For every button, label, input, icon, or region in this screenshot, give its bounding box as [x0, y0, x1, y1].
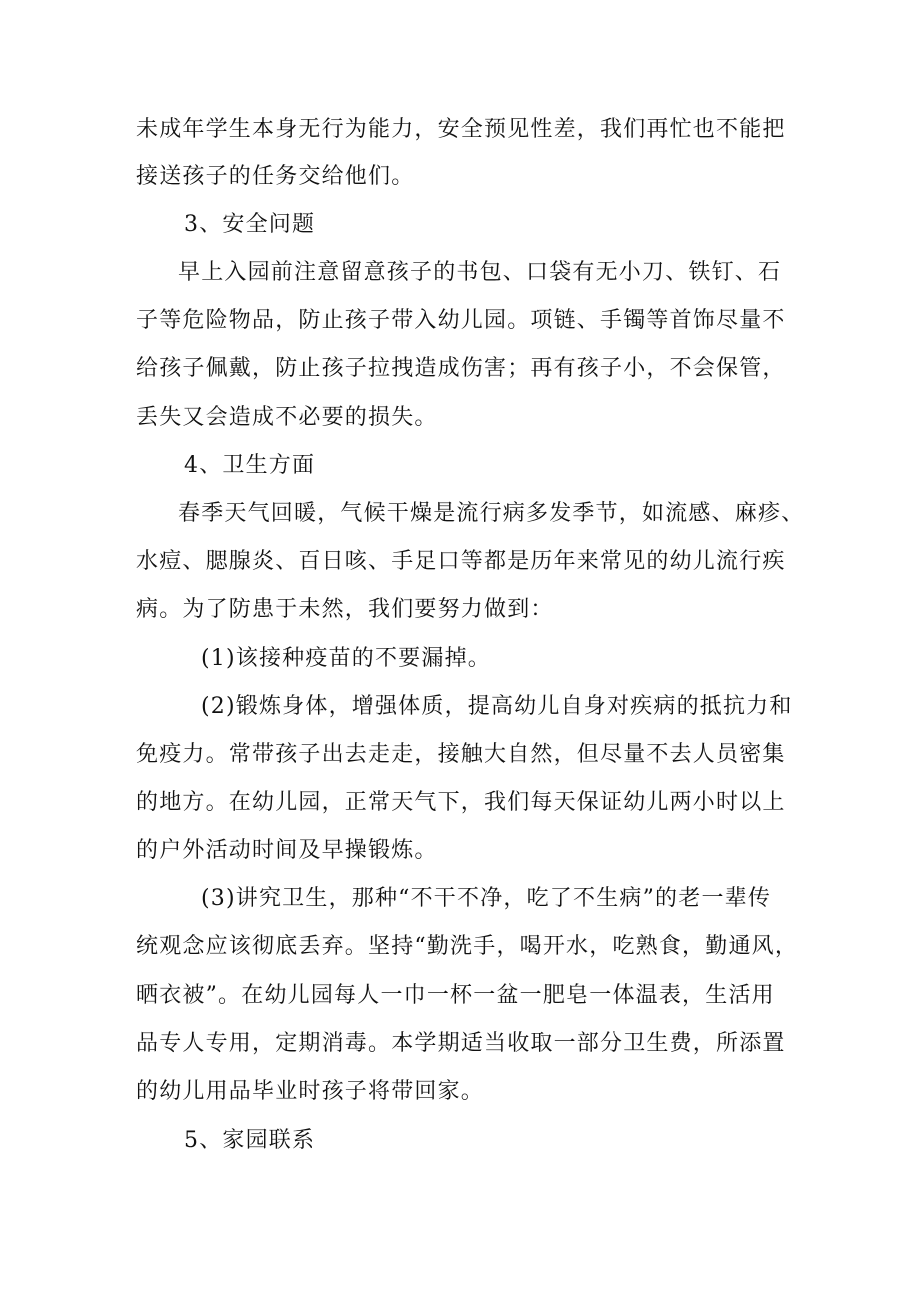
paragraph-line: 春季天气回暖，气候干燥是流行病多发季节，如流感、麻疹、 [178, 501, 805, 526]
section-heading: 4、卫生方面 [184, 453, 316, 478]
paragraph-line: 子等危险物品，防止孩子带入幼儿园。项链、手镯等首饰尽量不 [136, 308, 786, 333]
paragraph-line: 的户外活动时间及早操锻炼。 [136, 838, 438, 863]
section-heading: 3、安全问题 [184, 212, 316, 237]
paragraph-line: 接送孩子的任务交给他们。 [136, 164, 415, 189]
paragraph-line: 水痘、腮腺炎、百日咳、手足口等都是历年来常见的幼儿流行疾 [136, 549, 786, 574]
paragraph-line: 免疫力。常带孩子出去走走，接触大自然，但尽量不去人员密集 [136, 742, 786, 767]
paragraph-line: 的地方。在幼儿园，正常天气下，我们每天保证幼儿两小时以上 [136, 790, 786, 815]
paragraph-line: 晒衣被”。在幼儿园每人一巾一杯一盆一肥皂一体温表，生活用 [136, 983, 775, 1008]
paragraph-line: 未成年学生本身无行为能力，安全预见性差，我们再忙也不能把 [136, 117, 786, 142]
list-item: (2)锻炼身体，增强体质，提高幼儿自身对疾病的抵抗力和 [201, 694, 793, 719]
paragraph-line: 给孩子佩戴，防止孩子拉拽造成伤害；再有孩子小，不会保管， [136, 356, 786, 381]
list-item: (1)该接种疫苗的不要漏掉。 [201, 646, 491, 671]
paragraph-line: 统观念应该彻底丢弃。坚持“勤洗手，喝开水，吃熟食，勤通风， [136, 934, 799, 959]
list-item: (3)讲究卫生，那种“不干不净，吃了不生病”的老一辈传 [201, 886, 772, 911]
paragraph-line: 品专人专用，定期消毒。本学期适当收取一部分卫生费，所添置 [136, 1031, 786, 1056]
paragraph-line: 的幼儿用品毕业时孩子将带回家。 [136, 1079, 485, 1104]
paragraph-line: 病。为了防患于未然，我们要努力做到： [136, 597, 554, 622]
paragraph-line: 丢失又会造成不必要的损失。 [136, 405, 438, 430]
paragraph-line: 早上入园前注意留意孩子的书包、口袋有无小刀、铁钉、石 [178, 260, 782, 285]
section-heading: 5、家园联系 [184, 1128, 316, 1153]
